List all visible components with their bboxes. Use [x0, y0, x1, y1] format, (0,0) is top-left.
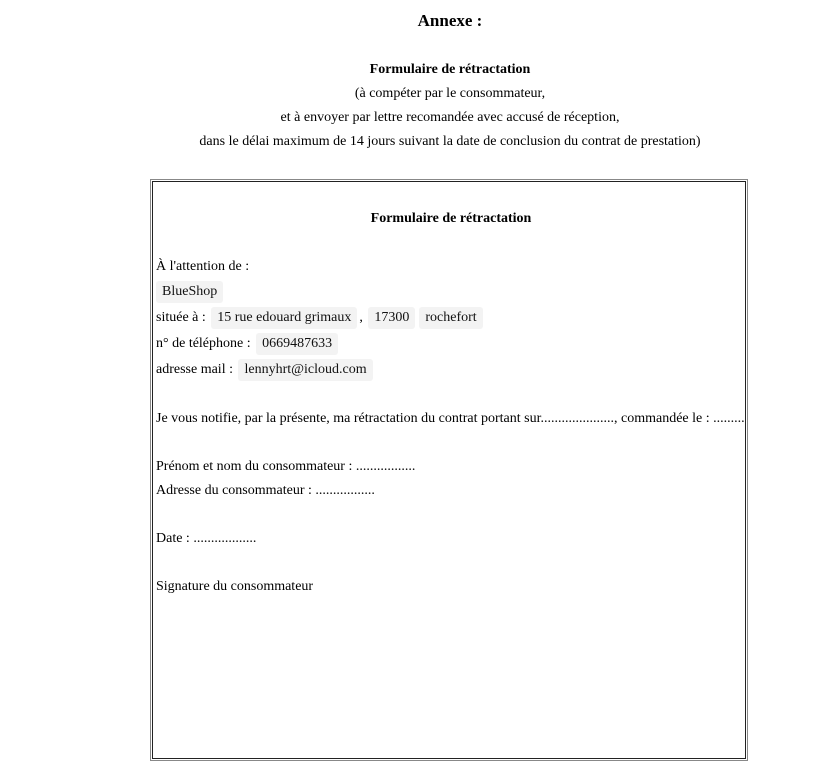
phone-label: n° de téléphone : — [156, 336, 251, 351]
street-field[interactable]: 15 rue edouard grimaux — [211, 307, 357, 329]
attention-label: À l'attention de : — [156, 259, 250, 274]
phone-field[interactable]: 0669487633 — [256, 333, 338, 355]
date-line: Date : .................. — [156, 531, 257, 546]
annex-title: Annexe : — [417, 11, 483, 30]
intro-line: et à envoyer par lettre recomandée avec accusé de réception, — [280, 110, 620, 125]
retraction-form-box — [150, 179, 748, 761]
box-title: Formulaire de rétractation — [370, 211, 532, 226]
postcode-field[interactable]: 17300 — [368, 307, 415, 329]
notification-text: Je vous notifie, par la présente, ma rétractation du contrat portant sur....................., commandée le : ......... — [156, 411, 745, 426]
signature-label: Signature du consommateur — [156, 579, 314, 594]
consumer-address-line: Adresse du consommateur : ................. — [156, 483, 375, 498]
city-field[interactable]: rochefort — [419, 307, 482, 329]
company-field[interactable]: BlueShop — [156, 281, 223, 303]
intro-line: (à compéter par le consommateur, — [354, 86, 546, 101]
email-field[interactable]: lennyhrt@icloud.com — [238, 359, 372, 381]
intro-line: dans le délai maximum de 14 jours suivant la date de conclusion du contrat de prestation) — [199, 134, 701, 149]
located-label: située à : — [156, 310, 206, 325]
email-label: adresse mail : — [156, 362, 233, 377]
comma: , — [359, 310, 363, 325]
consumer-name-line: Prénom et nom du consommateur : ................. — [156, 459, 416, 474]
form-heading: Formulaire de rétractation — [369, 62, 531, 77]
